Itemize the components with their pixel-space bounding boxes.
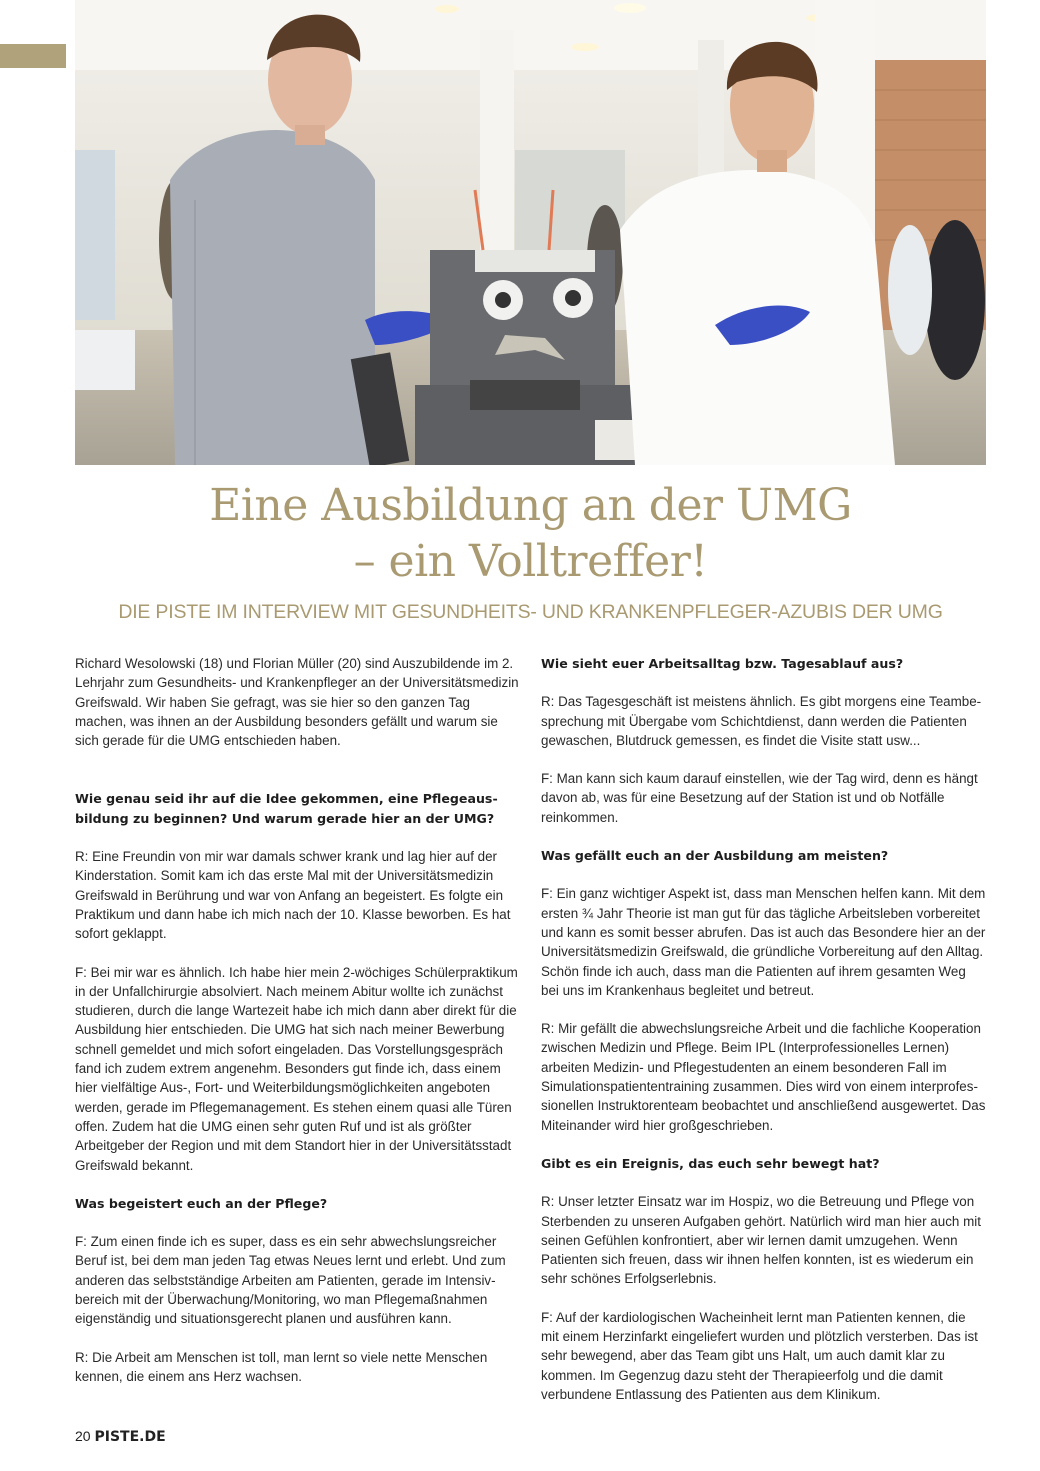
article-subtitle: DIE PISTE IM INTERVIEW MIT GESUNDHEITS- UND KRANKENPFLEGER-AZUBIS DER UMG (118, 601, 943, 623)
article-title-line-2: – ein Volltreffer! (353, 536, 708, 587)
answer-paragraph: F: Bei mir war es ähnlich. Ich habe hier mein 2-wöchiges Schülerpraktikum in der Unfallchirurgie absolviert. Nach meinem Abitur wollte ich zunächst studieren, durch die lange Wartezeit habe ich mich dann aber direkt für die Ausbildung hier entschieden. Die UMG hat sich nach meiner Bewerbung schnell gemeldet und mich sofort eingeladen. Das Vorstellungsgespräch fand ich zudem extrem angenehm. Besonders gut finde ich, dass einem hier vielfältige Aus-, Fort- und Weiterbildungsmöglichkeiten angeboten werden, gerade im Pflegemanagement. Es stehen einem quasi alle Türen offen. Zudem hat die UMG einen sehr guten Ruf und ist als größter Arbeitgeber der Region und mit dem Standort hier in der Universitätsstadt Greifswald bekannt. (75, 964, 518, 1173)
answer-paragraph: F: Auf der kardiologischen Wacheinheit lernt man Patienten kennen, die mit einem Herzinfarkt eingeliefert wurden und plötzlich versterben. Das ist sehr bewegend, aber das Team gibt uns Halt, um auch damit klar zu kommen. Im Gegenzug dazu steht der Therapieerfolg und die damit verbundene Entlassung des Patienten aus dem Klinikum. (541, 1309, 978, 1402)
answer-paragraph: R: Unser letzter Einsatz war im Hospiz, wo die Betreuung und Pflege von Sterbenden zu unseren Aufgaben gehört. Natürlich wird man hier auch mit seinen Gefühlen konfrontiert, aber wir lernen damit umzugehen. Wenn Patienten sich freuen, dass wir ihnen helfen konnten, ist es wiederum ein sehr schönes Erfolgserlebnis. (541, 1194, 981, 1287)
answer-paragraph: F: Man kann sich kaum darauf einstellen, wie der Tag wird, denn es hängt davon ab, was für eine Besetzung auf der Station ist und ob Notfälle reinkommen. (541, 771, 978, 825)
page-number: 20 (75, 1428, 91, 1444)
intro-paragraph: Richard Wesolowski (18) und Florian Müller (20) sind Auszubildende im 2. Lehrjahr zum Gesundheits- und Krankenpfleger an der Universitätsmedizin Greifswald. Wir haben Sie gefragt, was sie hier so den ganzen Tag machen, was ihnen an der Ausbildung besonders gefällt und warum sie sich gerade für die UMG entschieden haben. (75, 656, 519, 749)
question-heading: Was gefällt euch an der Ausbildung am meisten? (541, 848, 889, 864)
question-heading: Wie genau seid ihr auf die Idee gekommen, eine Pflegeausbildung zu beginnen? Und warum gerade hier an der UMG? (75, 791, 498, 826)
question-heading: Gibt es ein Ereignis, das euch sehr bewegt hat? (541, 1155, 880, 1171)
answer-paragraph: R: Das Tagesgeschäft ist meistens ähnlich. Es gibt morgens eine Teambesprechung mit Übergabe vom Schichtdienst, dann werden die Patienten gewaschen, Blutdruck gemessen, es findet die Visite statt usw... (541, 694, 982, 748)
magazine-brand: PISTE.DE (94, 1429, 166, 1445)
answer-paragraph: R: Die Arbeit am Menschen ist toll, man lernt so viele nette Menschen kennen, die einem ans Herz wachsen. (75, 1349, 488, 1384)
page-footer (75, 1428, 166, 1445)
answer-paragraph: R: Mir gefällt die abwechslungsreiche Arbeit und die fachliche Kooperation zwischen Medizin und Pflege. Beim IPL (Interprofessionelles Lernen) arbeiten Medizin- und Pflegestudenten an einem besonderen Fall im Simulationspatiententraining zusammen. Dies wird von einem interprofessionellen Instruktorenteam beobachtet und anschließend ausgewertet. Das Miteinander wird hier großgeschrieben. (541, 1021, 986, 1133)
answer-paragraph: F: Ein ganz wichtiger Aspekt ist, dass man Menschen helfen kann. Mit dem ersten ¾ Jahr Theorie ist man gut für das tägliche Arbeitsleben vorbereitet und kann es somit besser abrufen. Das ist auch das Besondere hier an der Universitätsmedizin Greifswald, die gründliche Vorbereitung auf den Alltag. Schön finde ich auch, dass man die Patienten auf ihrem gesamten Weg bei uns im Krankenhaus begleitet und betreut. (541, 886, 986, 998)
article-title (75, 478, 986, 590)
answer-paragraph: R: Eine Freundin von mir war damals schwer krank und lag hier auf der Kinderstation. Somit kam ich das erste Mal mit der Universitätsmedizin Greifswald in Berührung und war von Anfang an begeistert. Es folgte ein Praktikum und dann habe ich mich nach der 10. Klasse beworben. Es hat sofort geklappt. (75, 849, 511, 942)
gold-edge-tab (0, 44, 66, 68)
article-title-line-1: Eine Ausbildung an der UMG (209, 480, 852, 531)
left-column (75, 654, 523, 1386)
question-heading: Was begeistert euch an der Pflege? (75, 1195, 328, 1211)
right-column (541, 654, 987, 1404)
answer-paragraph: F: Zum einen finde ich es super, dass es ein sehr abwechslungsreicher Beruf ist, bei dem man jeden Tag etwas Neues lernt und erlebt. Und zum anderen das selbstständige Arbeiten am Patienten, gerade im Intensivbereich mit der Überwachung/Monitoring, wo man Pflegemaßnahmen eigenständig und situationsgerecht planen und ausführen kann. (75, 1234, 506, 1327)
hero-photo (75, 0, 986, 465)
question-heading: Wie sieht euer Arbeitsalltag bzw. Tagesablauf aus? (541, 656, 904, 671)
